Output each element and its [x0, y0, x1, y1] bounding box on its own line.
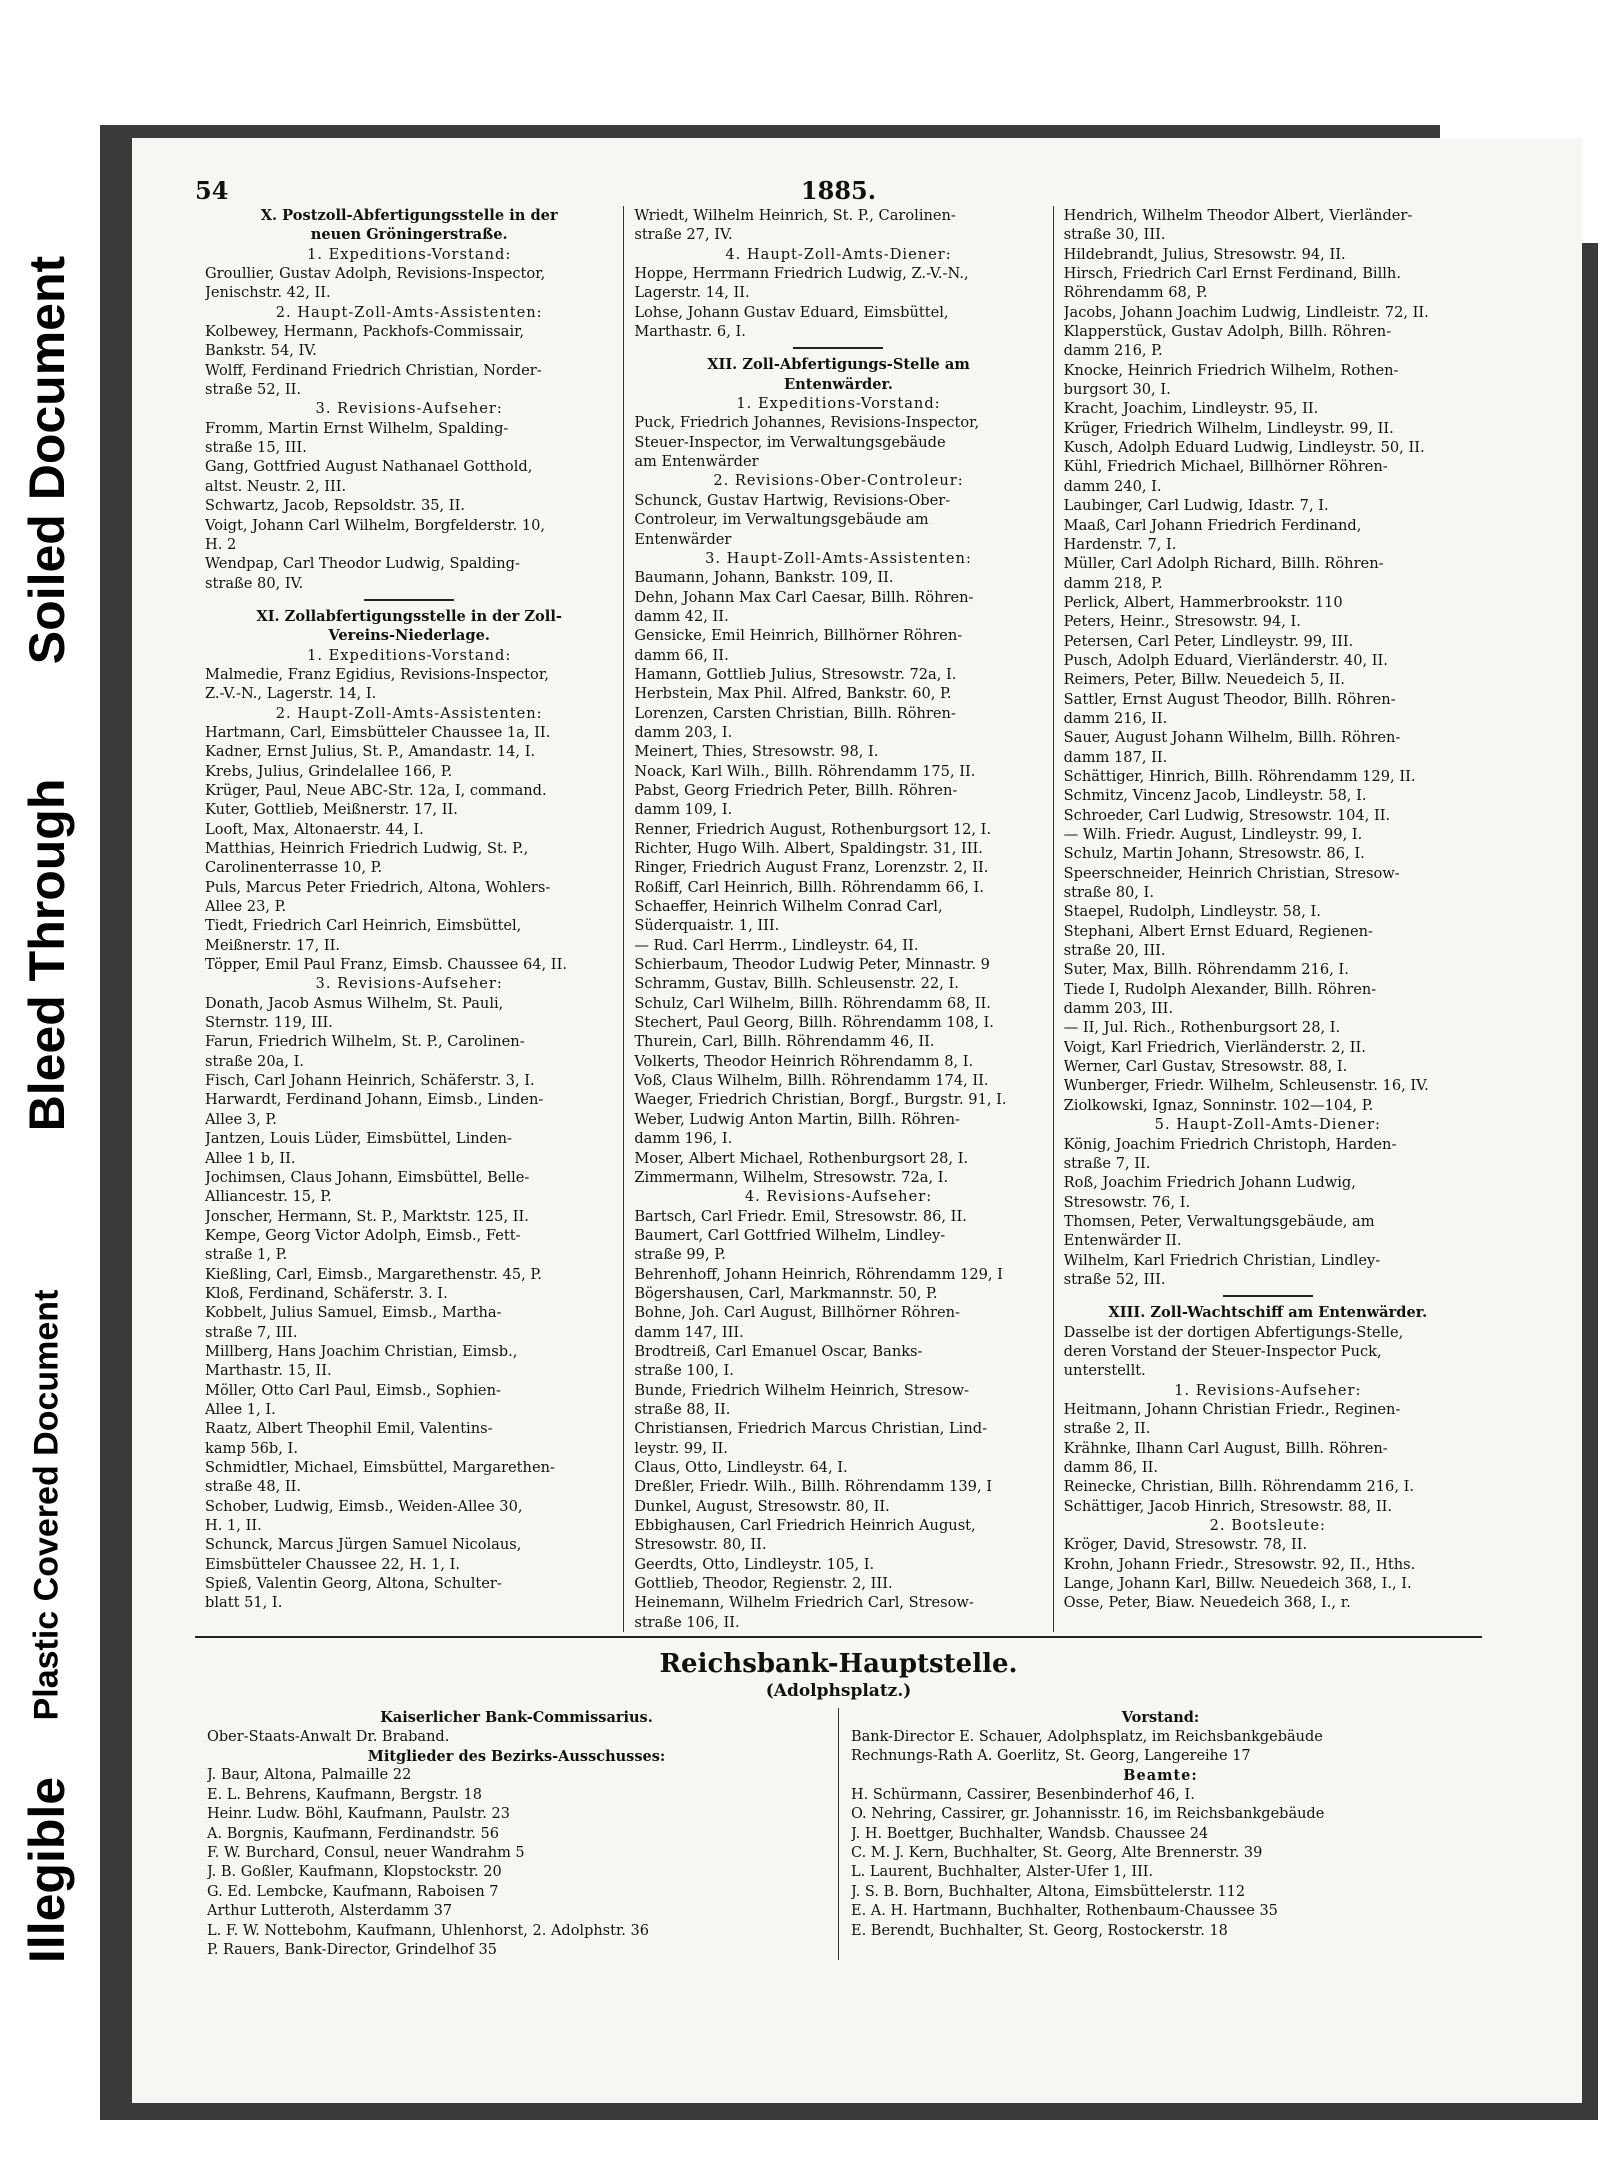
- directory-entry: J. B. Goßler, Kaufmann, Klopstockstr. 20: [207, 1864, 502, 1881]
- directory-entry: Schunck, Gustav Hartwig, Revisions-Ober-: [634, 491, 951, 509]
- directory-entry: Weber, Ludwig Anton Martin, Billh. Röhren-: [634, 1110, 960, 1128]
- page-year: 1885.: [800, 176, 877, 205]
- column-2: [623, 206, 1052, 1632]
- directory-entry: Tiedt, Friedrich Carl Heinrich, Eimsbüttel,: [205, 917, 522, 935]
- directory-entry: straße 2, II.: [1063, 1420, 1151, 1438]
- directory-entry: Jacobs, Johann Joachim Ludwig, Lindleistr. 72, II.: [1063, 303, 1429, 321]
- directory-entry: Hoppe, Herrmann Friedrich Ludwig, Z.-V.-N.,: [634, 265, 969, 283]
- directory-entry: Voigt, Karl Friedrich, Vierländerstr. 2, II.: [1063, 1038, 1366, 1056]
- directory-entry: Fisch, Carl Johann Heinrich, Schäferstr. 3, I.: [205, 1072, 535, 1090]
- directory-entry: Schättiger, Jacob Hinrich, Stresowstr. 88, II.: [1063, 1497, 1392, 1515]
- directory-entry: Malmedie, Franz Egidius, Revisions-Inspector,: [205, 665, 549, 683]
- directory-entry: Baumert, Carl Gottfried Wilhelm, Lindley-: [634, 1226, 946, 1244]
- directory-entry: straße 48, II.: [205, 1478, 302, 1496]
- subsection-heading: 1. Revisions-Aufseher:: [1174, 1381, 1362, 1399]
- section-separator: [364, 599, 454, 601]
- directory-entry: damm 86, II.: [1063, 1459, 1159, 1476]
- directory-entry: Thurein, Carl, Billh. Röhrendamm 46, II.: [634, 1033, 935, 1051]
- directory-entry: Schaeffer, Heinrich Wilhelm Conrad Carl,: [634, 898, 943, 916]
- directory-entry: Ringer, Friedrich August Franz, Lorenzstr. 2, II.: [634, 859, 989, 877]
- directory-entry: burgsort 30, I.: [1063, 381, 1171, 399]
- directory-entry: Möller, Otto Carl Paul, Eimsb., Sophien-: [205, 1381, 501, 1399]
- directory-entry: Roß, Joachim Friedrich Johann Ludwig,: [1063, 1174, 1356, 1192]
- reichsbank-right-column: [838, 1708, 1482, 1960]
- directory-entry: Kracht, Joachim, Lindleystr. 95, II.: [1063, 400, 1319, 418]
- directory-entry: Groullier, Gustav Adolph, Revisions-Inspector,: [205, 265, 546, 283]
- directory-entry: Voß, Claus Wilhelm, Billh. Röhrendamm 174, II.: [634, 1072, 989, 1090]
- directory-entry: Bank-Director E. Schauer, Adolphsplatz, im Reichsbankgebäude: [851, 1728, 1323, 1745]
- directory-entry: Stresowstr. 80, II.: [634, 1536, 767, 1554]
- directory-entry: A. Borgnis, Kaufmann, Ferdinandstr. 56: [207, 1825, 499, 1842]
- directory-entry: Heinr. Ludw. Böhl, Kaufmann, Paulstr. 23: [207, 1806, 510, 1823]
- directory-entry: O. Nehring, Cassirer, gr. Johannisstr. 16, im Reichsbankgebäude: [851, 1806, 1325, 1823]
- directory-entry: Wunberger, Friedr. Wilhelm, Schleusenstr. 16, IV.: [1063, 1077, 1429, 1095]
- directory-entry: Meinert, Thies, Stresowstr. 98, I.: [634, 743, 879, 761]
- directory-entry: Dunkel, August, Stresowstr. 80, II.: [634, 1497, 890, 1515]
- directory-entry: J. H. Boettger, Buchhalter, Wandsb. Chaussee 24: [851, 1825, 1209, 1842]
- directory-entry: Allee 1, I.: [205, 1400, 276, 1418]
- directory-entry: Lange, Johann Karl, Billw. Neuedeich 368, I., I.: [1063, 1575, 1412, 1593]
- directory-entry: Perlick, Albert, Hammerbrookstr. 110: [1063, 593, 1343, 611]
- directory-entry: Kusch, Adolph Eduard Ludwig, Lindleystr. 50, II.: [1063, 439, 1425, 457]
- directory-entry: G. Ed. Lembcke, Kaufmann, Raboisen 7: [207, 1883, 499, 1900]
- directory-entry: Reinecke, Christian, Billh. Röhrendamm 216, I.: [1063, 1478, 1415, 1496]
- directory-entry: Allee 23, P.: [205, 898, 287, 916]
- directory-entry: straße 20, III.: [1063, 942, 1166, 960]
- directory-entry: Reimers, Peter, Billw. Neuedeich 5, II.: [1063, 671, 1345, 689]
- reichsbank-columns: [195, 1708, 1482, 1960]
- section-heading: neuen Gröningerstraße.: [310, 226, 508, 244]
- directory-entry: Allee 3, P.: [205, 1110, 277, 1128]
- directory-entry: Schmitz, Vincenz Jacob, Lindleystr. 58, I.: [1063, 787, 1367, 805]
- directory-entry: deren Vorstand der Steuer-Inspector Puck,: [1063, 1342, 1382, 1360]
- directory-entry: straße 15, III.: [205, 439, 307, 457]
- directory-entry: Moser, Albert Michael, Rothenburgsort 28, I.: [634, 1149, 969, 1167]
- directory-entry: damm 203, III.: [1063, 1000, 1174, 1018]
- directory-entry: Matthias, Heinrich Friedrich Ludwig, St. P.,: [205, 840, 529, 857]
- group-heading: Mitglieder des Bezirks-Ausschusses:: [367, 1747, 666, 1765]
- directory-entry: Kühl, Friedrich Michael, Billhörner Röhren-: [1063, 458, 1388, 476]
- directory-entry: Fromm, Martin Ernst Wilhelm, Spalding-: [205, 419, 509, 437]
- directory-entry: Spieß, Valentin Georg, Altona, Schulter-: [205, 1575, 502, 1593]
- group-heading: Beamte:: [1123, 1767, 1198, 1785]
- directory-entry: Stephani, Albert Ernst Eduard, Regienen-: [1063, 922, 1373, 940]
- directory-entry: E. L. Behrens, Kaufmann, Bergstr. 18: [207, 1786, 482, 1803]
- directory-entry: straße 27, IV.: [634, 226, 733, 244]
- directory-entry: Allee 1 b, II.: [205, 1149, 296, 1167]
- directory-entry: Schober, Ludwig, Eimsb., Weiden-Allee 30,: [205, 1497, 523, 1515]
- directory-entry: Z.-V.-N., Lagerstr. 14, I.: [205, 685, 377, 703]
- directory-entry: Heitmann, Johann Christian Friedr., Reginen-: [1063, 1400, 1401, 1418]
- directory-entry: Rechnungs-Rath A. Goerlitz, St. Georg, Langereihe 17: [851, 1747, 1251, 1764]
- directory-entry: Heinemann, Wilhelm Friedrich Carl, Stresow-: [634, 1594, 974, 1612]
- directory-entry: Lorenzen, Carsten Christian, Billh. Röhren-: [634, 704, 956, 722]
- directory-entry: Puck, Friedrich Johannes, Revisions-Inspector,: [634, 414, 980, 432]
- directory-entry: Kröger, David, Stresowstr. 78, II.: [1063, 1536, 1308, 1554]
- column-3: [1053, 206, 1482, 1632]
- illegible-label: Illegible: [19, 1776, 75, 1964]
- directory-entry: straße 80, I.: [1063, 884, 1154, 902]
- directory-entry: straße 100, I.: [634, 1362, 734, 1380]
- section-rule: [195, 1636, 1482, 1638]
- directory-entry: straße 52, II.: [205, 381, 302, 399]
- subsection-heading: 3. Revisions-Aufseher:: [315, 400, 503, 418]
- directory-entry: Claus, Otto, Lindleystr. 64, I.: [634, 1459, 848, 1476]
- directory-entry: Müller, Carl Adolph Richard, Billh. Röhren-: [1063, 555, 1384, 573]
- directory-entry: Roßiff, Carl Heinrich, Billh. Röhrendamm 66, I.: [634, 878, 984, 896]
- directory-entry: straße 7, III.: [205, 1323, 298, 1341]
- directory-entry: Hildebrandt, Julius, Stresowstr. 94, II.: [1063, 245, 1346, 263]
- directory-entry: Carolinenterrasse 10, P.: [205, 859, 383, 877]
- section-heading: XIII. Zoll-Wachtschiff am Entenwärder.: [1108, 1304, 1428, 1322]
- directory-entry: Stechert, Paul Georg, Billh. Röhrendamm 108, I.: [634, 1014, 994, 1032]
- directory-entry: Sternstr. 119, III.: [205, 1014, 333, 1032]
- directory-entry: Looft, Max, Altonaerstr. 44, I.: [205, 820, 424, 838]
- directory-entry: Krohn, Johann Friedr., Stresowstr. 92, II., Hths.: [1063, 1555, 1416, 1573]
- directory-entry: Sattler, Ernst August Theodor, Billh. Röhren-: [1063, 690, 1396, 708]
- directory-entry: straße 30, III.: [1063, 226, 1166, 244]
- directory-entry: am Entenwärder: [634, 453, 759, 471]
- directory-entry: L. F. W. Nottebohm, Kaufmann, Uhlenhorst, 2. Adolphstr. 36: [207, 1922, 649, 1939]
- directory-entry: Farun, Friedrich Wilhelm, St. P., Carolinen-: [205, 1033, 525, 1051]
- group-heading: Kaiserlicher Bank-Commissarius.: [380, 1709, 653, 1727]
- directory-entry: Süderquaistr. 1, III.: [634, 917, 780, 935]
- directory-entry: Hardenstr. 7, I.: [1063, 535, 1177, 553]
- directory-entry: Röhrendamm 68, P.: [1063, 284, 1208, 302]
- directory-entry: Schierbaum, Theodor Ludwig Peter, Minnastr. 9: [634, 956, 990, 974]
- directory-entry: Stresowstr. 76, I.: [1063, 1193, 1191, 1211]
- bleed-through-label: Bleed Through: [19, 778, 75, 1132]
- directory-entry: Werner, Carl Gustav, Stresowstr. 88, I.: [1063, 1058, 1348, 1076]
- directory-entry: Kloß, Ferdinand, Schäferstr. 3. I.: [205, 1284, 448, 1302]
- directory-entry: Voigt, Johann Carl Wilhelm, Borgfelderstr. 10,: [205, 516, 546, 534]
- section-heading: Vereins-Niederlage.: [328, 627, 490, 645]
- directory-entry: damm 240, I.: [1063, 477, 1162, 495]
- directory-entry: leystr. 99, II.: [634, 1439, 728, 1457]
- directory-entry: Bankstr. 54, IV.: [205, 342, 317, 360]
- subsection-heading: 4. Haupt-Zoll-Amts-Diener:: [725, 245, 952, 263]
- directory-entry: straße 20a, I.: [205, 1052, 305, 1070]
- directory-entry: König, Joachim Friedrich Christoph, Harden-: [1063, 1135, 1397, 1153]
- directory-entry: straße 80, IV.: [205, 574, 304, 592]
- directory-entry: — Rud. Carl Herrm., Lindleystr. 64, II.: [634, 936, 919, 954]
- directory-page: [132, 138, 1582, 2103]
- directory-entry: damm 218, P.: [1063, 574, 1163, 592]
- directory-entry: Noack, Karl Wilh., Billh. Röhrendamm 175, II.: [634, 762, 976, 780]
- directory-entry: damm 216, P.: [1063, 342, 1163, 360]
- directory-entry: J. Baur, Altona, Palmaille 22: [207, 1767, 412, 1784]
- directory-entry: Schmidtler, Michael, Eimsbüttel, Margarethen-: [205, 1459, 555, 1476]
- directory-entry: E. A. H. Hartmann, Buchhalter, Rothenbaum-Chaussee 35: [851, 1903, 1278, 1920]
- directory-entry: Jochimsen, Claus Johann, Eimsbüttel, Belle-: [205, 1168, 530, 1186]
- directory-entry: Dehn, Johann Max Carl Caesar, Billh. Röhren-: [634, 588, 974, 606]
- column-1: [195, 206, 623, 1632]
- page-content: [195, 176, 1482, 1960]
- directory-entry: Gang, Gottfried August Nathanael Gotthold,: [205, 458, 533, 476]
- subsection-heading: 3. Revisions-Aufseher:: [315, 975, 503, 993]
- directory-entry: Kobbelt, Julius Samuel, Eimsb., Martha-: [205, 1304, 502, 1322]
- directory-entry: E. Berendt, Buchhalter, St. Georg, Rostockerstr. 18: [851, 1922, 1228, 1939]
- directory-entry: Zimmermann, Wilhelm, Stresowstr. 72a, I.: [634, 1168, 949, 1186]
- page-number: 54: [195, 176, 229, 205]
- directory-entry: Herbstein, Max Phil. Alfred, Bankstr. 60, P.: [634, 685, 952, 703]
- side-label-strip: [0, 0, 95, 2177]
- directory-entry: Harwardt, Ferdinand Johann, Eimsb., Linden-: [205, 1091, 544, 1109]
- directory-entry: Puls, Marcus Peter Friedrich, Altona, Wohlers-: [205, 878, 551, 896]
- subsection-heading: 2. Revisions-Ober-Controleur:: [713, 472, 964, 490]
- directory-entry: Krüger, Friedrich Wilhelm, Lindleystr. 99, II.: [1063, 419, 1394, 437]
- directory-entry: Thomsen, Peter, Verwaltungsgebäude, am: [1063, 1212, 1375, 1230]
- directory-entry: Steuer-Inspector, im Verwaltungsgebäude: [634, 433, 946, 451]
- directory-entry: Suter, Max, Billh. Röhrendamm 216, I.: [1063, 961, 1349, 979]
- directory-entry: Klapperstück, Gustav Adolph, Billh. Röhren-: [1063, 323, 1392, 341]
- subsection-heading: 1. Expeditions-Vorstand:: [307, 646, 512, 664]
- directory-entry: damm 187, II.: [1063, 748, 1168, 766]
- directory-entry: Wolff, Ferdinand Friedrich Christian, Norder-: [205, 361, 542, 379]
- directory-entry: Tiede I, Rudolph Alexander, Billh. Röhren-: [1063, 980, 1377, 998]
- directory-entry: Marthastr. 6, I.: [634, 323, 746, 341]
- reichsbank-title: Reichsbank-Hauptstelle.: [659, 1649, 1018, 1680]
- directory-entry: Hendrich, Wilhelm Theodor Albert, Vierländer-: [1063, 207, 1413, 224]
- directory-entry: Bohne, Joh. Carl August, Billhörner Röhren-: [634, 1304, 960, 1322]
- plastic-covered-label: Plastic Covered Document: [27, 1289, 66, 1721]
- directory-entry: Petersen, Carl Peter, Lindleystr. 99, III.: [1063, 632, 1354, 650]
- directory-entry: Controleur, im Verwaltungsgebäude am: [634, 511, 929, 529]
- directory-entry: straße 99, P.: [634, 1246, 726, 1264]
- directory-entry: H. 1, II.: [205, 1517, 262, 1535]
- directory-entry: straße 88, II.: [634, 1400, 731, 1418]
- directory-entry: — II, Jul. Rich., Rothenburgsort 28, I.: [1063, 1019, 1341, 1037]
- directory-entry: damm 147, III.: [634, 1323, 744, 1341]
- directory-entry: unterstellt.: [1063, 1362, 1146, 1380]
- directory-entry: kamp 56b, I.: [205, 1439, 298, 1457]
- directory-entry: straße 1, P.: [205, 1246, 288, 1264]
- directory-entry: Bögershausen, Carl, Markmannstr. 50, P.: [634, 1284, 938, 1302]
- directory-entry: Sauer, August Johann Wilhelm, Billh. Röhren-: [1063, 729, 1401, 747]
- directory-entry: damm 66, II.: [634, 646, 729, 664]
- group-heading: Vorstand:: [1121, 1709, 1200, 1727]
- directory-entry: blatt 51, I.: [205, 1594, 283, 1612]
- directory-entry: Kuter, Gottlieb, Meißnerstr. 17, II.: [205, 801, 458, 819]
- directory-entry: Hamann, Gottlieb Julius, Stresowstr. 72a, I.: [634, 665, 957, 683]
- directory-entry: Hirsch, Friedrich Carl Ernst Ferdinand, Billh.: [1063, 265, 1401, 283]
- directory-entry: straße 106, II.: [634, 1613, 740, 1631]
- subsection-heading: 2. Bootsleute:: [1209, 1517, 1326, 1535]
- directory-entry: Brodtreiß, Carl Emanuel Oscar, Banks-: [634, 1342, 923, 1360]
- directory-entry: Schulz, Carl Wilhelm, Billh. Röhrendamm 68, II.: [634, 994, 991, 1012]
- directory-entry: damm 216, II.: [1063, 709, 1168, 727]
- directory-entry: P. Rauers, Bank-Director, Grindelhof 35: [207, 1941, 498, 1958]
- directory-columns: [195, 206, 1482, 1632]
- subsection-heading: 5. Haupt-Zoll-Amts-Diener:: [1154, 1116, 1381, 1134]
- directory-entry: Richter, Hugo Wilh. Albert, Spaldingstr. 31, III.: [634, 840, 983, 857]
- section-heading: XI. Zollabfertigungsstelle in der Zoll-: [256, 607, 562, 625]
- directory-entry: Schulz, Martin Johann, Stresowstr. 86, I.: [1063, 845, 1365, 863]
- directory-entry: Jantzen, Louis Lüder, Eimsbüttel, Linden-: [205, 1130, 512, 1148]
- directory-entry: Schroeder, Carl Ludwig, Stresowstr. 104, II.: [1063, 806, 1391, 824]
- section-separator: [793, 347, 883, 349]
- directory-entry: damm 42, II.: [634, 607, 729, 625]
- directory-entry: Staepel, Rudolph, Lindleystr. 58, I.: [1063, 903, 1321, 921]
- directory-entry: J. S. B. Born, Buchhalter, Altona, Eimsbüttelerstr. 112: [851, 1883, 1246, 1900]
- section-separator: [1223, 1295, 1313, 1297]
- directory-entry: Lagerstr. 14, II.: [634, 284, 750, 302]
- directory-entry: Kießling, Carl, Eimsb., Margarethenstr. 45, P.: [205, 1265, 542, 1283]
- directory-entry: Hartmann, Carl, Eimsbütteler Chaussee 1a, II.: [205, 723, 551, 741]
- directory-entry: Christiansen, Friedrich Marcus Christian, Lind-: [634, 1420, 988, 1438]
- directory-entry: F. W. Burchard, Consul, neuer Wandrahm 5: [207, 1844, 525, 1861]
- reichsbank-subtitle: (Adolphsplatz.): [765, 1681, 912, 1702]
- directory-entry: C. M. J. Kern, Buchhalter, St. Georg, Alte Brennerstr. 39: [851, 1844, 1263, 1861]
- directory-entry: Pabst, Georg Friedrich Peter, Billh. Röhren-: [634, 781, 958, 799]
- directory-entry: — Wilh. Friedr. August, Lindleystr. 99, I.: [1063, 826, 1363, 843]
- subsection-heading: 2. Haupt-Zoll-Amts-Assistenten:: [275, 303, 543, 321]
- directory-entry: Ober-Staats-Anwalt Dr. Braband.: [207, 1728, 450, 1745]
- directory-entry: Raatz, Albert Theophil Emil, Valentins-: [205, 1420, 493, 1438]
- soiled-document-label: Soiled Document: [19, 255, 75, 665]
- directory-entry: Renner, Friedrich August, Rothenburgsort 12, I.: [634, 820, 992, 838]
- directory-entry: damm 109, I.: [634, 801, 733, 819]
- directory-entry: Schunck, Marcus Jürgen Samuel Nicolaus,: [205, 1536, 522, 1554]
- directory-entry: Wriedt, Wilhelm Heinrich, St. P., Carolinen-: [634, 207, 956, 224]
- directory-entry: Entenwärder II.: [1063, 1232, 1182, 1250]
- directory-entry: Schramm, Gustav, Billh. Schleusenstr. 22, I.: [634, 975, 959, 993]
- directory-entry: Maaß, Carl Johann Friedrich Ferdinand,: [1063, 516, 1362, 534]
- directory-entry: Jenischstr. 42, II.: [205, 284, 331, 302]
- directory-entry: Pusch, Adolph Eduard, Vierländerstr. 40, II.: [1063, 651, 1388, 669]
- directory-entry: Dreßler, Friedr. Wilh., Billh. Röhrendamm 139, I: [634, 1478, 992, 1496]
- section-heading: X. Postzoll-Abfertigungsstelle in der: [260, 207, 558, 224]
- directory-entry: Dasselbe ist der dortigen Abfertigungs-Stelle,: [1063, 1323, 1404, 1341]
- directory-entry: Baumann, Johann, Bankstr. 109, II.: [634, 569, 894, 587]
- directory-entry: Eimsbütteler Chaussee 22, H. 1, I.: [205, 1555, 461, 1573]
- directory-entry: Osse, Peter, Biaw. Neuedeich 368, I., r.: [1063, 1594, 1351, 1612]
- directory-entry: Volkerts, Theodor Heinrich Röhrendamm 8, I.: [634, 1052, 974, 1070]
- directory-entry: Krebs, Julius, Grindelallee 166, P.: [205, 762, 453, 780]
- directory-entry: Geerdts, Otto, Lindleystr. 105, I.: [634, 1555, 875, 1573]
- directory-entry: damm 196, I.: [634, 1130, 733, 1148]
- directory-entry: Ebbighausen, Carl Friedrich Heinrich August,: [634, 1517, 976, 1535]
- directory-entry: Krähnke, Ilhann Carl August, Billh. Röhren-: [1063, 1439, 1388, 1457]
- subsection-heading: 2. Haupt-Zoll-Amts-Assistenten:: [275, 704, 543, 722]
- directory-entry: Ziolkowski, Ignaz, Sonninstr. 102—104, P.: [1063, 1096, 1374, 1114]
- directory-entry: H. Schürmann, Cassirer, Besenbinderhof 46, I.: [851, 1786, 1195, 1803]
- directory-entry: Laubinger, Carl Ludwig, Idastr. 7, I.: [1063, 497, 1329, 515]
- directory-entry: Arthur Lutteroth, Alsterdamm 37: [207, 1903, 453, 1920]
- directory-entry: Schwartz, Jacob, Repsoldstr. 35, II.: [205, 497, 465, 515]
- directory-entry: Entenwärder: [634, 530, 732, 548]
- directory-entry: H. 2: [205, 535, 237, 553]
- directory-entry: Knocke, Heinrich Friedrich Wilhelm, Rothen-: [1063, 361, 1399, 379]
- directory-entry: L. Laurent, Buchhalter, Alster-Ufer 1, III.: [851, 1864, 1154, 1881]
- section-heading: XII. Zoll-Abfertigungs-Stelle am: [707, 356, 970, 374]
- directory-entry: Donath, Jacob Asmus Wilhelm, St. Pauli,: [205, 994, 504, 1012]
- directory-entry: Krüger, Paul, Neue ABC-Str. 12a, I, command.: [205, 781, 547, 799]
- directory-entry: Gensicke, Emil Heinrich, Billhörner Röhren-: [634, 627, 963, 645]
- directory-entry: Töpper, Emil Paul Franz, Eimsb. Chaussee 64, II.: [205, 956, 567, 974]
- directory-entry: damm 203, I.: [634, 723, 733, 741]
- subsection-heading: 1. Expeditions-Vorstand:: [307, 245, 512, 263]
- directory-entry: Bunde, Friedrich Wilhelm Heinrich, Stresow-: [634, 1381, 970, 1399]
- directory-entry: Kolbewey, Hermann, Packhofs-Commissair,: [205, 323, 525, 341]
- directory-entry: Kempe, Georg Victor Adolph, Eimsb., Fett-: [205, 1226, 521, 1244]
- directory-entry: Waeger, Friedrich Christian, Borgf., Burgstr. 91, I.: [634, 1091, 1007, 1109]
- subsection-heading: 3. Haupt-Zoll-Amts-Assistenten:: [705, 549, 972, 567]
- directory-entry: Gottlieb, Theodor, Regienstr. 2, III.: [634, 1575, 893, 1593]
- subsection-heading: 1. Expeditions-Vorstand:: [736, 395, 941, 413]
- directory-entry: Meißnerstr. 17, II.: [205, 936, 341, 954]
- directory-entry: Speerschneider, Heinrich Christian, Stresow-: [1063, 864, 1400, 882]
- directory-entry: Alliancestr. 15, P.: [205, 1188, 332, 1206]
- directory-entry: Kadner, Ernst Julius, St. P., Amandastr. 14, I.: [205, 743, 536, 761]
- directory-entry: straße 7, II.: [1063, 1154, 1151, 1172]
- directory-entry: Marthastr. 15, II.: [205, 1362, 332, 1380]
- directory-entry: Wilhelm, Karl Friedrich Christian, Lindley-: [1063, 1251, 1381, 1269]
- directory-entry: Behrenhoff, Johann Heinrich, Röhrendamm 129, I: [634, 1265, 1003, 1283]
- directory-entry: Jonscher, Hermann, St. P., Marktstr. 125, II.: [205, 1207, 529, 1225]
- directory-entry: Schättiger, Hinrich, Billh. Röhrendamm 129, II.: [1063, 767, 1416, 785]
- subsection-heading: 4. Revisions-Aufseher:: [744, 1188, 933, 1206]
- directory-entry: altst. Neustr. 2, III.: [205, 477, 347, 495]
- directory-entry: Lohse, Johann Gustav Eduard, Eimsbüttel,: [634, 303, 949, 321]
- page-header: [195, 176, 1482, 206]
- directory-entry: Bartsch, Carl Friedr. Emil, Stresowstr. 86, II.: [634, 1207, 967, 1225]
- section-heading: Entenwärder.: [783, 375, 893, 393]
- directory-entry: straße 52, III.: [1063, 1270, 1166, 1288]
- directory-entry: Peters, Heinr., Stresowstr. 94, I.: [1063, 613, 1301, 631]
- directory-entry: Wendpap, Carl Theodor Ludwig, Spalding-: [205, 555, 520, 573]
- directory-entry: Millberg, Hans Joachim Christian, Eimsb.,: [205, 1342, 518, 1360]
- reichsbank-left-column: [195, 1708, 838, 1960]
